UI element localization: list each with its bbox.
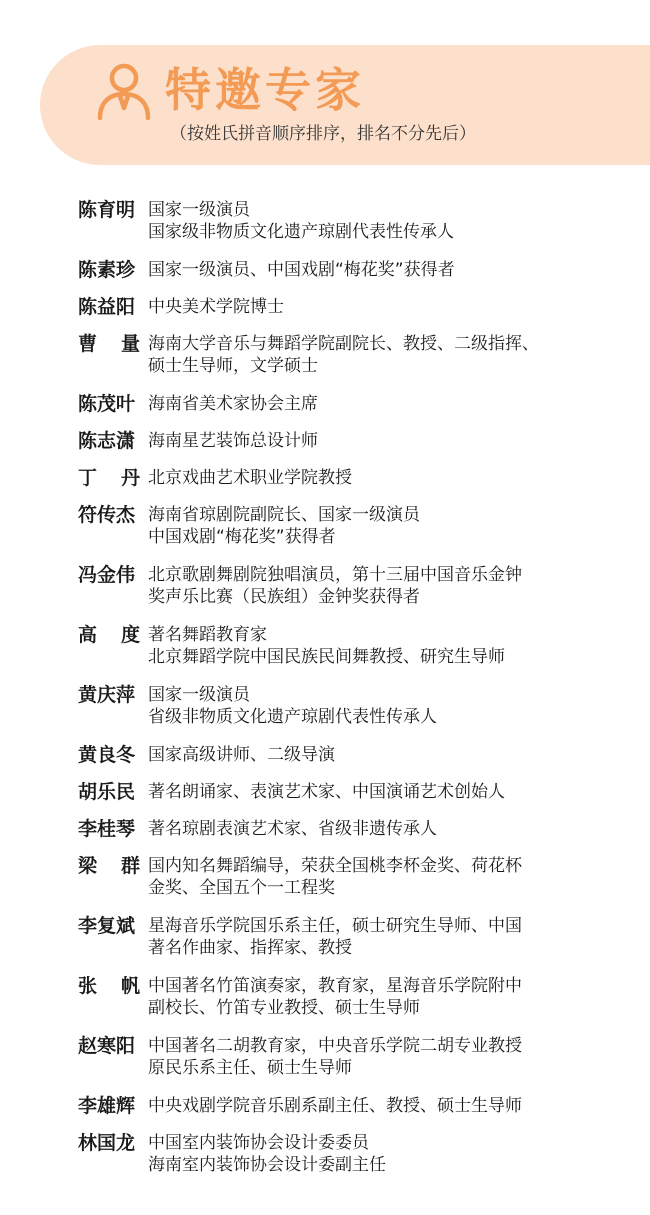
expert-description [148, 1095, 638, 1117]
expert-description [148, 467, 638, 489]
expert-description-line: 星海音乐学院国乐系主任，硕士研究生导师、中国 [148, 916, 522, 936]
page-title: 特邀专家 [165, 63, 365, 117]
expert-description [148, 1132, 638, 1176]
expert-entry [78, 564, 638, 608]
expert-description [148, 818, 638, 840]
expert-entry [78, 333, 638, 377]
expert-description [148, 1035, 638, 1079]
expert-name: 李复斌 [78, 915, 136, 937]
expert-description-line: 海南室内装饰协会设计委副主任 [148, 1155, 386, 1175]
expert-description-line: 中国戏剧“梅花奖”获得者 [148, 527, 336, 547]
expert-entry [78, 430, 638, 452]
expert-entry [78, 467, 638, 489]
expert-description-line: 北京戏曲艺术职业学院教授 [148, 468, 352, 488]
expert-description-line: 著名舞蹈教育家 [148, 625, 267, 645]
expert-name: 陈志潇 [78, 430, 136, 452]
expert-entry [78, 915, 638, 959]
expert-description-line: 国家一级演员 [148, 685, 250, 705]
expert-entry [78, 1095, 638, 1117]
expert-name: 曹 量 [78, 333, 140, 355]
expert-entry [78, 393, 638, 415]
expert-description-line: 金奖、全国五个一工程奖 [148, 878, 335, 898]
expert-description [148, 564, 638, 608]
expert-description-line: 海南星艺装饰总设计师 [148, 431, 318, 451]
expert-description [148, 296, 638, 318]
expert-name: 黄良冬 [78, 744, 136, 766]
expert-entry [78, 296, 638, 318]
expert-name: 黄庆萍 [78, 684, 136, 706]
expert-name: 林国龙 [78, 1132, 136, 1154]
expert-description [148, 855, 638, 899]
expert-name: 陈茂叶 [78, 393, 136, 415]
expert-description-line: 中央戏剧学院音乐剧系副主任、教授、硕士生导师 [148, 1096, 522, 1116]
expert-entry [78, 1132, 638, 1176]
person-with-tie-icon [92, 58, 156, 122]
expert-entry [78, 781, 638, 803]
expert-entry [78, 855, 638, 899]
expert-name: 赵寒阳 [78, 1035, 136, 1057]
expert-entry [78, 504, 638, 548]
expert-description [148, 259, 638, 281]
expert-description [148, 430, 638, 452]
expert-name: 陈益阳 [78, 296, 136, 318]
expert-description-line: 海南省美术家协会主席 [148, 394, 318, 414]
expert-description [148, 781, 638, 803]
expert-description-line: 国家高级讲师、二级导演 [148, 745, 335, 765]
expert-description-line: 省级非物质文化遗产琼剧代表性传承人 [148, 707, 437, 727]
expert-name: 陈素珍 [78, 259, 136, 281]
expert-description-line: 中国著名二胡教育家，中央音乐学院二胡专业教授 [148, 1036, 522, 1056]
expert-description-line: 硕士生导师，文学硕士 [148, 356, 318, 376]
expert-description-line: 奖声乐比赛（民族组）金钟奖获得者 [148, 587, 420, 607]
expert-description [148, 975, 638, 1019]
expert-entry [78, 1035, 638, 1079]
expert-description-line: 国家级非物质文化遗产琼剧代表性传承人 [148, 222, 454, 242]
expert-description [148, 624, 638, 668]
expert-entry [78, 818, 638, 840]
expert-name: 胡乐民 [78, 781, 136, 803]
page-subtitle: （按姓氏拼音顺序排序，排名不分先后） [170, 124, 476, 144]
expert-description [148, 915, 638, 959]
expert-entry [78, 624, 638, 668]
expert-entry [78, 744, 638, 766]
expert-description [148, 393, 638, 415]
expert-entry [78, 259, 638, 281]
expert-entry [78, 199, 638, 243]
expert-entry [78, 975, 638, 1019]
expert-description [148, 504, 638, 548]
expert-description-line: 海南省琼剧院副院长、国家一级演员 [148, 505, 420, 525]
expert-name: 张 帆 [78, 975, 140, 997]
expert-description-line: 北京歌剧舞剧院独唱演员，第十三届中国音乐金钟 [148, 565, 522, 585]
expert-description-line: 著名朗诵家、表演艺术家、中国演诵艺术创始人 [148, 782, 505, 802]
expert-description-line: 国家一级演员 [148, 200, 250, 220]
expert-name: 高 度 [78, 624, 140, 646]
expert-description-line: 副校长、竹笛专业教授、硕士生导师 [148, 998, 420, 1018]
expert-description [148, 333, 638, 377]
expert-list [78, 199, 638, 1192]
expert-entry [78, 684, 638, 728]
expert-name: 李桂琴 [78, 818, 136, 840]
expert-description-line: 中央美术学院博士 [148, 297, 284, 317]
expert-name: 李雄辉 [78, 1095, 136, 1117]
expert-name: 冯金伟 [78, 564, 136, 586]
expert-description-line: 国家一级演员、中国戏剧“梅花奖”获得者 [148, 260, 455, 280]
expert-description-line: 著名作曲家、指挥家、教授 [148, 938, 352, 958]
expert-description [148, 744, 638, 766]
expert-description-line: 北京舞蹈学院中国民族民间舞教授、研究生导师 [148, 647, 505, 667]
expert-description [148, 684, 638, 728]
expert-name: 陈育明 [78, 199, 136, 221]
expert-name: 符传杰 [78, 504, 136, 526]
expert-description-line: 原民乐系主任、硕士生导师 [148, 1058, 352, 1078]
expert-description [148, 199, 638, 243]
expert-name: 丁 丹 [78, 467, 140, 489]
expert-description-line: 中国室内装饰协会设计委委员 [148, 1133, 369, 1153]
expert-description-line: 中国著名竹笛演奏家，教育家，星海音乐学院附中 [148, 976, 522, 996]
expert-name: 梁 群 [78, 855, 140, 877]
expert-description-line: 海南大学音乐与舞蹈学院副院长、教授、二级指挥、 [148, 334, 539, 354]
expert-description-line: 国内知名舞蹈编导，荣获全国桃李杯金奖、荷花杯 [148, 856, 522, 876]
expert-description-line: 著名琼剧表演艺术家、省级非遗传承人 [148, 819, 437, 839]
